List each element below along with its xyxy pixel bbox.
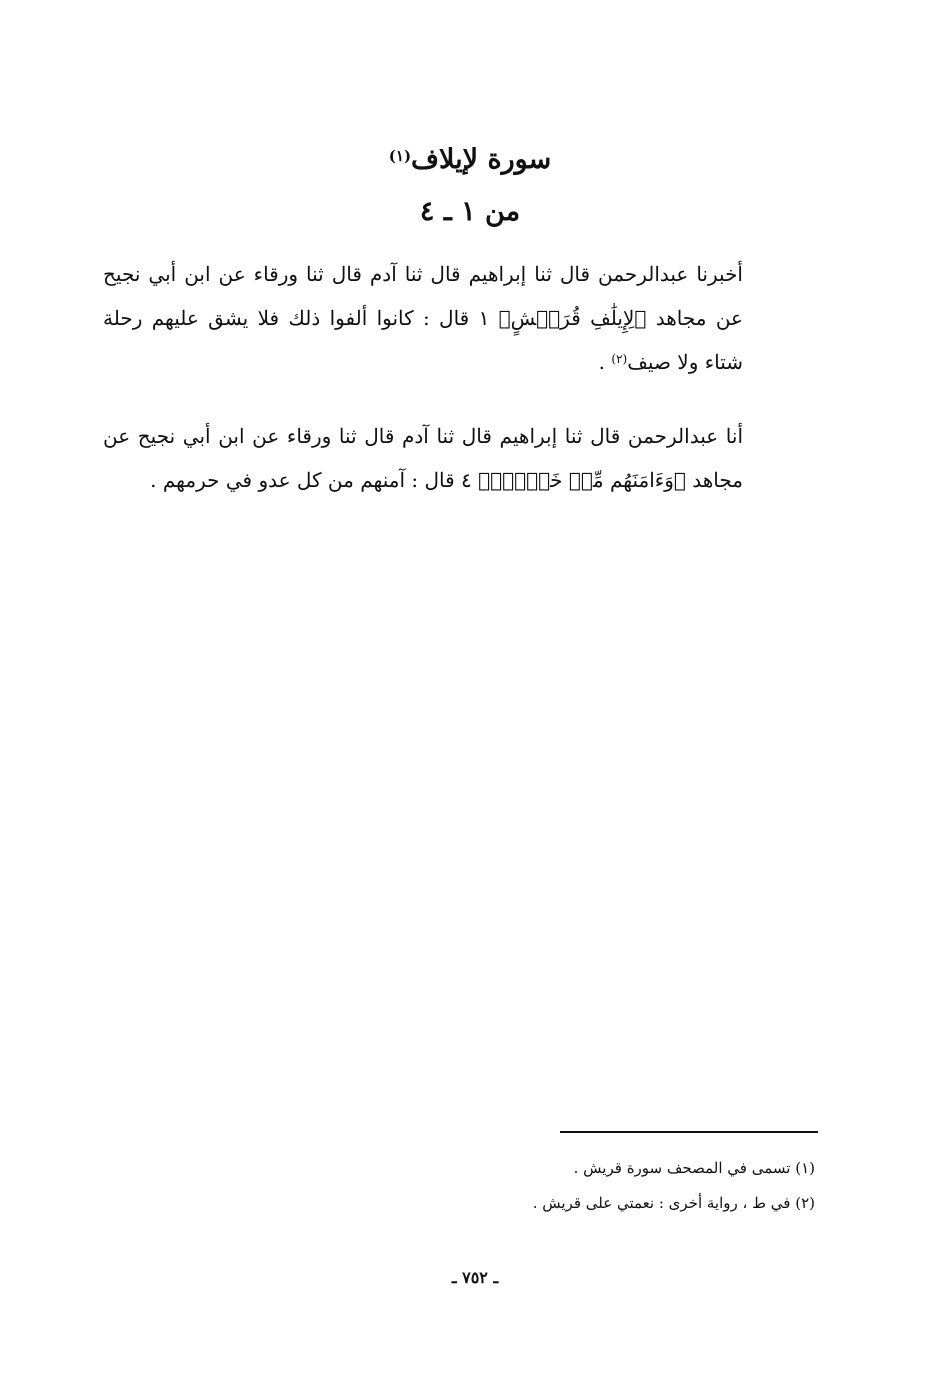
footnote-separator bbox=[560, 1131, 818, 1133]
paragraph-2-text-before: أنا عبدالرحمن قال ثنا إبراهيم قال ثنا آدم قال ثنا ورقاء عن ابن أبي نجيح عن مجاهد bbox=[103, 424, 743, 492]
paragraph-1 bbox=[103, 252, 743, 387]
surah-title-text: سورة لإيلاف bbox=[411, 144, 552, 175]
paragraph-1-footnote-marker: (٢) bbox=[611, 352, 628, 366]
surah-title-footnote-marker: (١) bbox=[388, 147, 412, 165]
surah-title bbox=[250, 140, 690, 180]
paragraph-1-text-after: ١ قال : كانوا ألفوا ذلك فلا يشق عليهم رحلة شتاء ولا صيف bbox=[103, 306, 743, 374]
paragraph-1-end: . bbox=[598, 350, 612, 374]
page-number: ـ ٧٥٢ ـ bbox=[451, 1268, 499, 1287]
paragraph-1-quran-quote: ﴿لِإِيلَٰفِ قُرَيۡشٍ﴾ bbox=[498, 306, 647, 330]
footnote-1: (١) تسمى في المصحف سورة قريش . bbox=[573, 1159, 815, 1177]
paragraph-2-text-after: ٤ قال : آمنهم من كل عدو في حرمهم . bbox=[150, 468, 479, 492]
paragraph-1-text-before: أخبرنا عبدالرحمن قال ثنا إبراهيم قال ثنا آدم قال ثنا ورقاء عن ابن أبي نجيح عن مجاهد bbox=[103, 262, 743, 330]
footnote-2: (٢) في ط ، رواية أخرى : نعمتي على قريش . bbox=[532, 1194, 815, 1212]
verse-range-subtitle: من ١ ـ ٤ bbox=[419, 196, 521, 227]
paragraph-2 bbox=[103, 414, 743, 502]
paragraph-2-quran-quote: ﴿وَءَامَنَهُم مِّنۡ خَوۡفِۭ﴾ bbox=[478, 468, 686, 492]
